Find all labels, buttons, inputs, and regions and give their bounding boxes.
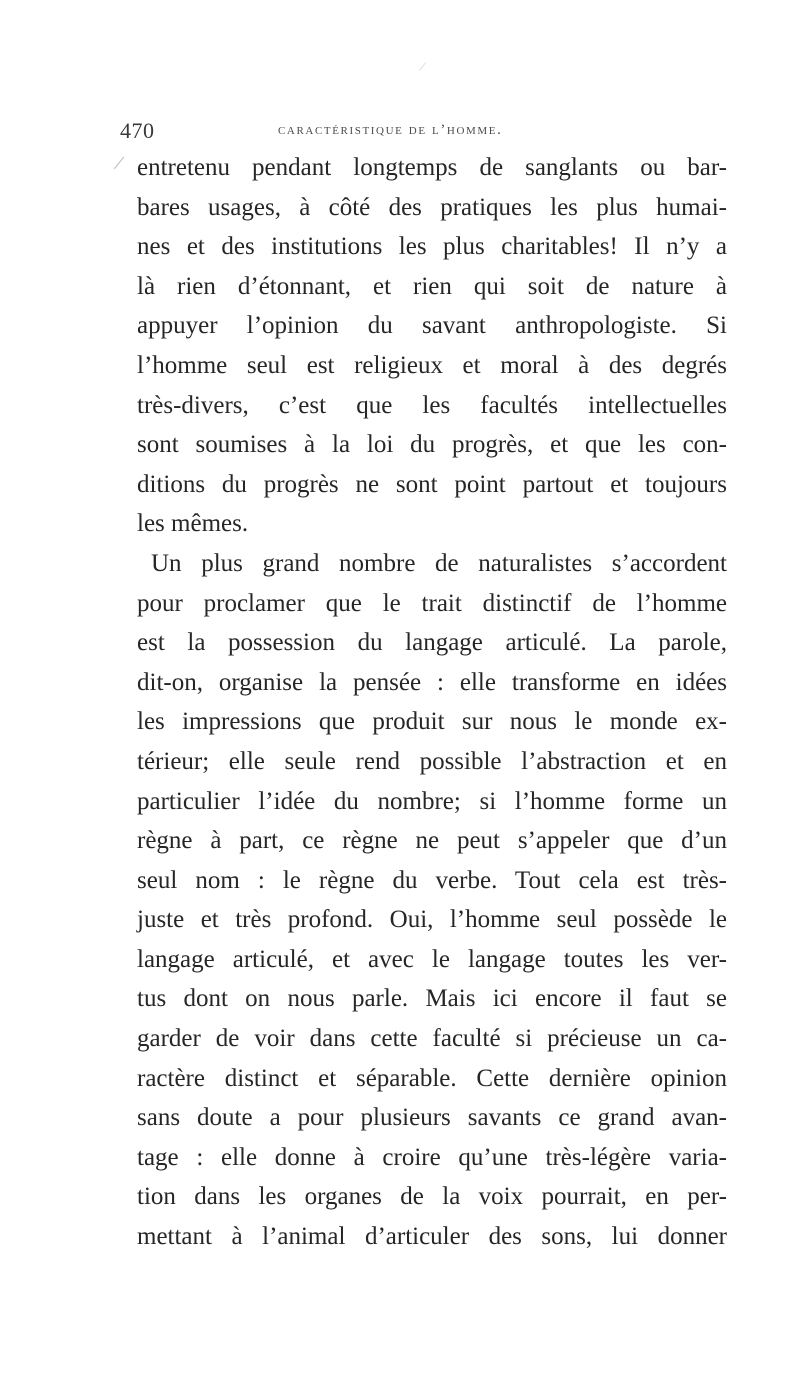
- text-line: tion dans les organes de la voix pourrait, en per-: [137, 1183, 727, 1211]
- text-line-paragraph-end: les mêmes.: [137, 510, 249, 538]
- text-line: entretenu pendant longtemps de sanglants ou bar-: [137, 154, 727, 181]
- text-line: ractère distinct et séparable. Cette dernière opinion: [137, 1064, 727, 1092]
- text-line: sans doute a pour plusieurs savants ce grand avan-: [137, 1104, 727, 1132]
- margin-mark-left: /: [112, 149, 127, 176]
- text-line: appuyer l’opinion du savant anthropologiste. Si: [137, 312, 727, 340]
- text-line: térieur; elle seule rend possible l’abstraction et en: [137, 747, 727, 775]
- text-line: très-divers, c’est que les facultés intellectuelles: [137, 391, 727, 419]
- text-line: particulier l’idée du nombre; si l’homme forme un: [137, 787, 727, 815]
- text-line: les impressions que produit sur nous le monde ex-: [137, 708, 727, 736]
- text-line: là rien d’étonnant, et rien qui soit de nature à: [137, 272, 727, 300]
- text-line: tage : elle donne à croire qu’une très-légère varia-: [137, 1143, 727, 1171]
- page-number: 470: [120, 118, 155, 143]
- text-line: nes et des institutions les plus charitables! Il n’y a: [137, 233, 727, 261]
- text-line: sont soumises à la loi du progrès, et que les con-: [137, 431, 727, 459]
- text-line: tus dont on nous parle. Mais ici encore il faut se: [137, 985, 727, 1013]
- text-line: juste et très profond. Oui, l’homme seul possède le: [137, 906, 727, 934]
- text-line: l’homme seul est religieux et moral à des degrés: [137, 351, 727, 379]
- text-line: est la possession du langage articulé. La parole,: [137, 629, 727, 657]
- text-line: règne à part, ce règne ne peut s’appeler que d’un: [137, 827, 727, 855]
- text-line: garder de voir dans cette faculté si précieuse un ca-: [137, 1025, 727, 1053]
- text-line: mettant à l’animal d’articuler des sons, lui donner: [137, 1223, 727, 1251]
- text-line: seul nom : le règne du verbe. Tout cela est très-: [137, 866, 727, 894]
- running-head: [120, 118, 720, 148]
- text-line: langage articulé, et avec le langage toutes les ver-: [137, 945, 727, 973]
- running-title: caractéristique de l’homme.: [278, 122, 503, 138]
- text-line: ditions du progrès ne sont point partout et toujours: [137, 470, 727, 498]
- body-text: [137, 148, 727, 1257]
- text-line: dit-on, organise la pensée : elle transforme en idées: [137, 668, 727, 696]
- margin-mark-top: /: [417, 59, 427, 76]
- text-line: bares usages, à côté des pratiques les plus humai-: [137, 193, 727, 221]
- text-line-paragraph-start: Un plus grand nombre de naturalistes s’accordent: [151, 549, 727, 577]
- text-line: pour proclamer que le trait distinctif de l’homme: [137, 589, 727, 617]
